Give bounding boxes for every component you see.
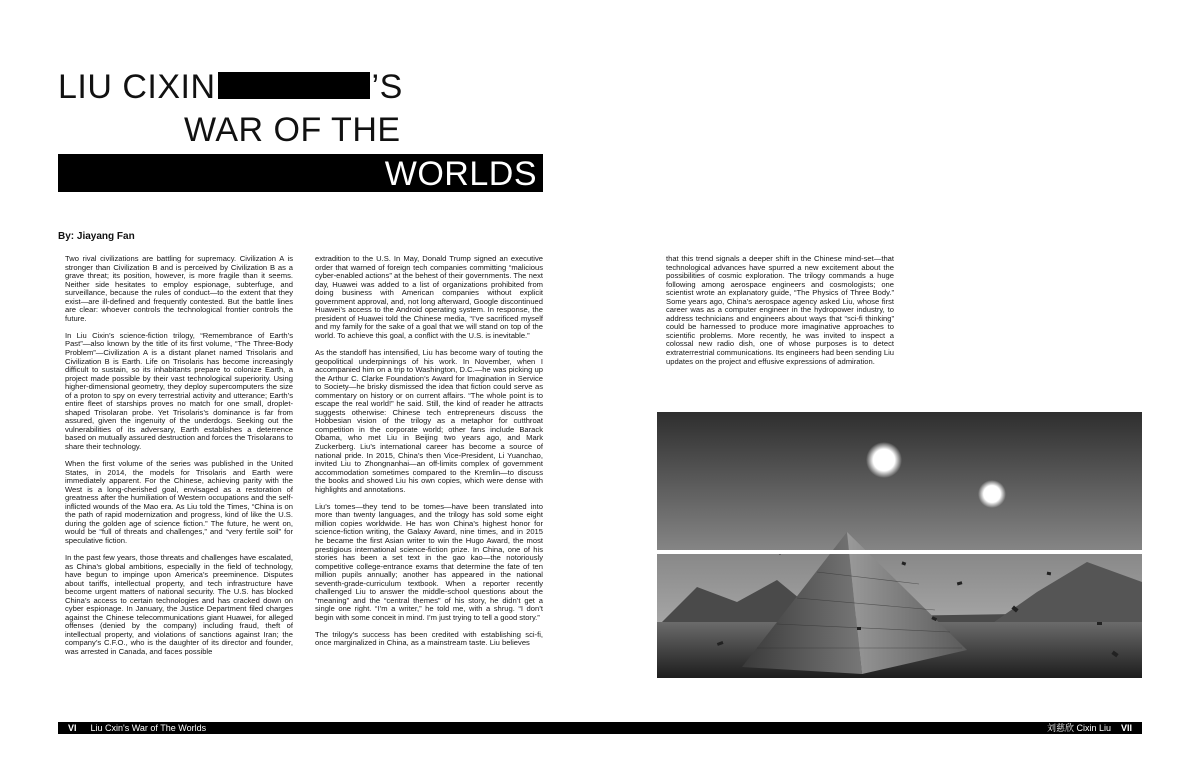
pyramid-photo [657,412,1142,678]
page-number-right: VII [1120,723,1132,733]
article-column-2 [315,255,543,657]
article-column-3 [666,255,894,375]
title-line-2: WAR OF THE [184,111,401,149]
title-line-1 [58,70,403,104]
paragraph: In Liu Cixin’s science-fiction trilogy, “Remembrance of Earth’s Past”—also known by the title of its first volume, “The Three-Body Problem”—Civilization A is a distant planet named Trisolaris and Civilization B is Earth. Life on Trisolaris has become increasingly difficult to sustain, so its inhabitants prepare to colonize Earth, a project made possible by their vast technological superiority. Using higher-dimensional geometry, they deploy supercomputers the size of a proton to spy on every terrestrial activity and utterance; Earth’s entire fleet of starships proves no match for one small, droplet-shaped Trisolaran probe. Yet Trisolaris’s dominance is far from assured, given the ingenuity of the underdogs. Seeking out the vulnerabilities of its adversary, Earth establishes a deterrence based on mutually assured destruction and forces the Trisolarans to share their technology. [65,330,293,451]
running-title: Liu Cxin's War of The Worlds [90,723,207,733]
footer-left [68,722,206,734]
byline: By: Jiayang Fan [58,231,135,242]
paragraph: Liu’s tomes—they tend to be tomes—have been translated into more than twenty languages, and the trilogy has sold some eight million copies worldwide. He has won China’s highest honor for science-fiction writing, the Galaxy Award, nine times, and in 2015 he became the first Asian writer to win the Hugo Award, the most prestigious international science-fiction prize. In China, one of his stories has been a set text in the gao kao—the notoriously competitive college-entrance exams that determine the fate of ten million pupils annually; another has appeared in the national seventh-grade-curriculum textbook. When a reporter recently challenged Liu to answer the middle-school questions about the “meaning” and the “central themes” of his story, he didn’t get a single one right. “I’m a writer,” he told me, with a shrug. “I don’t begin with some conceit in mind. I’m just trying to tell a good story.” [315,501,543,622]
paragraph: extradition to the U.S. In May, Donald Trump signed an executive order that warned of foreign tech companies committing “malicious cyber-enabled actions” at the behest of their governments. The next day, Huawei was added to a list of organizations prohibited from doing business with American companies without explicit government approval, and, not long afterward, Google discontinued Huawei’s access to the Android operating system. In response, the president of Huawei told the Chinese media, “I’ve sacrificed myself and my family for the sake of a goal that we will stand on top of the world. To achieve this goal, a conflict with the U.S. is inevitable.” [315,254,543,340]
redaction-bar [218,72,370,99]
title-author-name: LIU CIXIN [58,68,216,106]
page-number-left: VI [68,723,77,733]
title-possessive: ’S [371,68,403,106]
title-line-3: WORLDS [384,155,537,193]
paragraph: When the first volume of the series was published in the United States, in 2014, the models for Trisolaris and Earth were immediately apparent. For the Chinese, achieving parity with the West is a long-cherished goal, envisaged as a restoration of greatness after the humiliation of Western occupations and the self-inflicted wounds of the Mao era. As Liu told the Times, “China is on the path of rapid modernization and progress, kind of like the U.S. during the golden age of science fiction.” The future, he went on, would be “full of threats and challenges,” and “very fertile soil” for speculative fiction. [65,459,293,545]
paragraph: Two rival civilizations are battling for supremacy. Civilization A is stronger than Civilization B and is perceived by Civilization B as a grave threat; its position, however, is more fragile than it seems. Neither side hesitates to employ espionage, subterfuge, and surveillance, because the rules of conduct—to the extent that they exist—are ill-defined and frequently contested. But the battle lines are clear: whoever controls the technological frontier controls the future. [65,254,293,323]
article-column-1 [65,255,293,665]
title-highlight-bar [58,154,543,192]
running-author: 刘慈欣 Cixin Liu [1046,723,1111,733]
paragraph: that this trend signals a deeper shift in the Chinese mind-set—that technological advances have spurred a new excitement about the possibilities of cosmic exploration. The trilogy commands a huge following among aerospace engineers and cosmologists; one scientist wrote an explanatory guide, “The Physics of Three Body.” Some years ago, China’s aerospace agency asked Liu, whose first career was as a computer engineer in the hydropower industry, to address technicians and engineers about ways that “sci-fi thinking” could be harnessed to produce more imaginative approaches to scientific problems. More recently, he was invited to inspect a colossal new radio dish, one of whose purposes is to detect extraterrestrial communications. Its engineers had been sending Liu updates on the project and effusive expressions of admiration. [666,254,894,366]
paragraph: The trilogy’s success has been credited with establishing sci-fi, once marginalized in China, as a mainstream taste. Liu believes [315,629,543,648]
page-footer [58,722,1142,734]
footer-right [1047,722,1132,734]
paragraph: As the standoff has intensified, Liu has become wary of touting the geopolitical underpinnings of his work. In November, when I accompanied him on a trip to Washington, D.C.—he was picking up the Arthur C. Clarke Foundation’s Award for Imagination in Service to Society—he brisky dismissed the idea that fiction could serve as commentary on history or on current affairs. “The whole point is to escape the real world!” he said. Still, the kind of reader he attracts suggests otherwise: Chinese tech entrepreneurs discuss the Hobbesian vision of the trilogy as a metaphor for cutthroat competition in the corporate world; other fans include Barack Obama, who met Liu in Beijing two years ago, and Mark Zuckerberg. Liu’s international career has become a source of national pride. In 2015, China’s then Vice-President, Li Yuanchao, invited Liu to Zhongnanhai—an off-limits complex of government accommodation sometimes compared to the Kremlin—to discuss the books and showed Liu his own copies, which were dense with highlights and annotations. [315,347,543,494]
paragraph: In the past few years, those threats and challenges have escalated, as China’s global ambitions, especially in the field of technology, have begun to impinge upon America’s preeminence. Disputes about tariffs, intellectual property, and tech infrastructure have become urgent matters of national security. The U.S. has blocked China’s access to certain technologies and has cracked down on cyber espionage. In January, the Justice Department filed charges against the Chinese telecommunications giant Huawei, for alleged offenses (denied by the company) including fraud, theft of intellectual property, and violations of sanctions against Iran; the company’s C.F.O., who is the daughter of its director and founder, was arrested in Canada, and faces possible [65,553,293,657]
